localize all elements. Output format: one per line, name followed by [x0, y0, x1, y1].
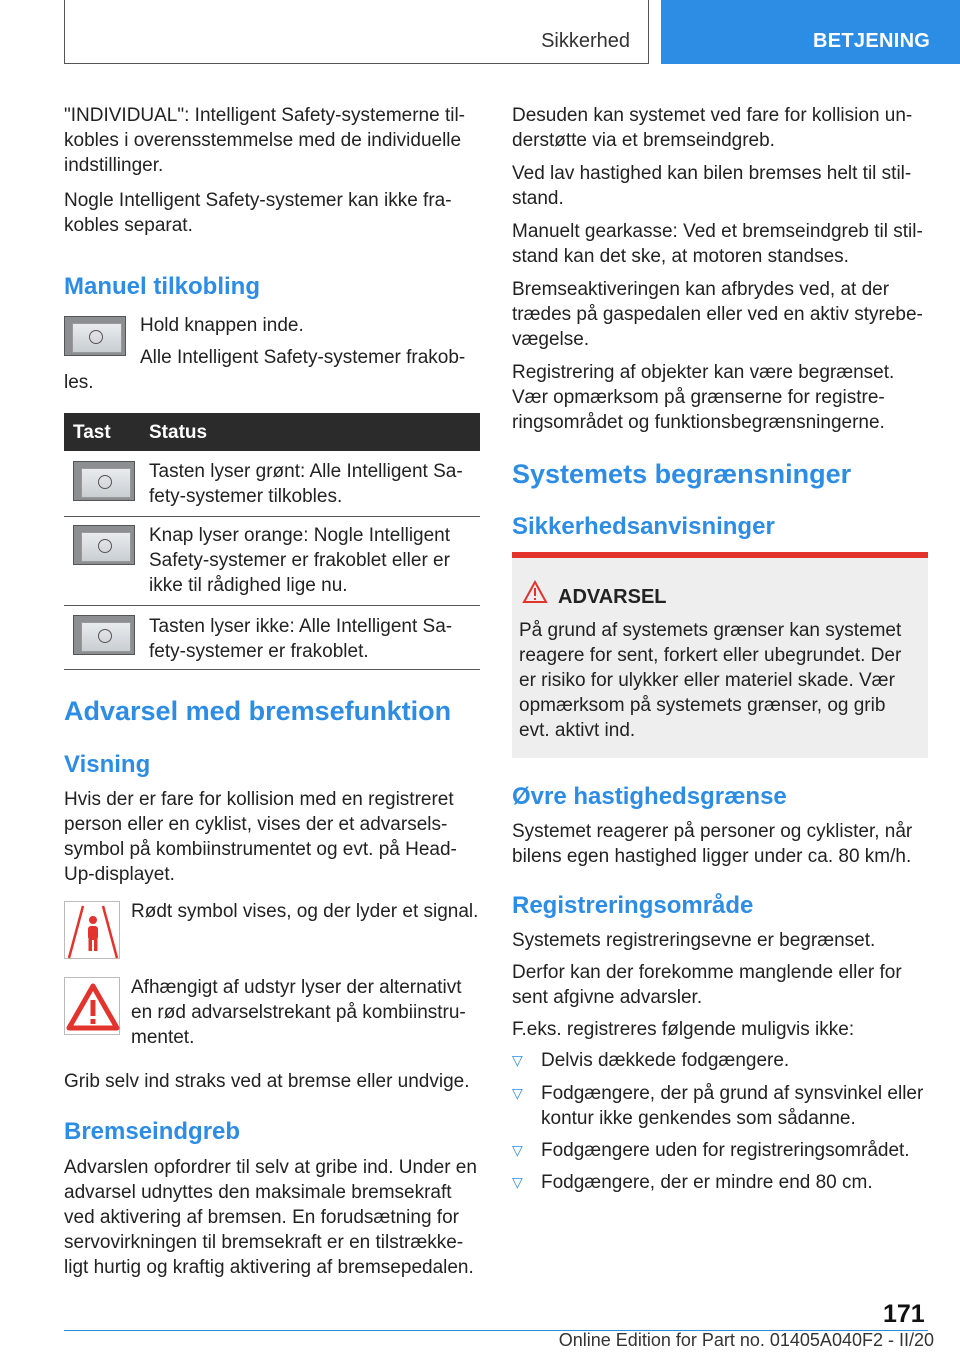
display-heading: Visning [64, 751, 151, 778]
manual-line-2b: les. [64, 372, 94, 393]
text-line: er risiko for ulykker eller materiel skade. Vær [519, 670, 895, 691]
text-line: På grund af systemets grænser kan systemet [519, 620, 902, 641]
detection-text-3: F.eks. registreres følgende muligvis ikke: [512, 1019, 855, 1040]
text-line: vægelse. [512, 329, 590, 350]
text-line: Afhængigt af udstyr lyser der alternativt [131, 977, 462, 998]
table-row [149, 459, 463, 509]
text-line: Vær opmærksom på grænserne for registre- [512, 387, 885, 408]
text-line: kobles i overensstemmelse med de individuelle [64, 130, 462, 151]
right-paragraph-4 [512, 277, 923, 352]
speed-limit-paragraph [512, 819, 912, 869]
text-line: opmærksom på systemets grænser, og grib [519, 695, 886, 716]
table-row [149, 614, 452, 664]
text-line: bilens egen hastighed ligger under ca. 80 km/h. [512, 846, 912, 867]
text-line: servovirkningen til bremsekraft er en tilstrække- [64, 1232, 464, 1253]
text-line: Desuden kan systemet ved fare for kollision un- [512, 105, 913, 126]
text-line: Nogle Intelligent Safety-systemer kan ikke fra- [64, 190, 452, 211]
text-line: Hvis der er fare for kollision med en registreret [64, 789, 454, 810]
safety-notes-heading: Sikkerhedsanvisninger [512, 513, 775, 540]
text-line: Systemet reagerer på personer og cyklister, når [512, 821, 913, 842]
text-line: indstillinger. [64, 155, 164, 176]
text-line: trædes på gaspedalen eller ved en aktiv styrebe- [512, 304, 923, 325]
table-divider [64, 605, 480, 606]
brake-warning-heading: Advarsel med bremsefunktion [64, 696, 452, 726]
manual-line-1: Hold knappen inde. [140, 315, 304, 336]
text-line: Up-displayet. [64, 864, 175, 885]
text-line: kobles separat. [64, 215, 193, 236]
system-limits-heading: Systemets begrænsninger [512, 459, 852, 489]
text-line: en rød advarselstrekant på kombiinstru- [131, 1002, 466, 1023]
button-off-icon [73, 615, 135, 655]
text-line: mentet. [131, 1027, 195, 1048]
safety-button-icon [64, 316, 126, 356]
text-line: Registrering af objekter kan være begrænset. [512, 362, 895, 383]
bullet-triangle-icon: ▽ [512, 1085, 523, 1101]
table-row [149, 523, 450, 598]
detection-range-heading: Registreringsområde [512, 892, 754, 919]
text-line: ikke til rådighed lige nu. [149, 575, 348, 596]
intro-paragraph [64, 103, 465, 178]
manual-activation-heading: Manuel tilkobling [64, 273, 260, 300]
alternative-text [131, 975, 466, 1050]
bullet-triangle-icon: ▽ [512, 1142, 523, 1158]
text-line: symbol på kombiinstrumentet og evt. på Head- [64, 839, 457, 860]
text-line: Safety-systemer er frakoblet eller er [149, 550, 450, 571]
right-paragraph-1 [512, 103, 912, 153]
warning-triangle-icon [522, 580, 548, 604]
page-number: 171 [883, 1300, 925, 1328]
text-line: person eller en cyklist, vises der et advarsels- [64, 814, 448, 835]
text-line: ringsområdet og funktionsbegrænsningerne. [512, 412, 885, 433]
warning-title: ADVARSEL [558, 586, 667, 608]
button-green-icon [73, 461, 135, 501]
text-line: ved aktivering af bremsen. En forudsætning for [64, 1207, 459, 1228]
text-line: fety-systemer er frakoblet. [149, 641, 369, 662]
brake-intervention-paragraph [64, 1155, 477, 1280]
table-col-status: Status [149, 422, 208, 443]
text-line: Bremseaktiveringen kan afbrydes ved, at der [512, 279, 890, 300]
note-paragraph [64, 188, 452, 238]
text-line: Knap lyser orange: Nogle Intelligent [149, 525, 451, 546]
bullet-triangle-icon: ▽ [512, 1052, 523, 1068]
text-line: reagere for sent, forkert eller ubegrundet. Der [519, 645, 902, 666]
right-paragraph-2 [512, 161, 911, 211]
right-paragraph-3 [512, 219, 923, 269]
pedestrian-warning-icon [64, 901, 120, 959]
text-line: Fodgængere, der på grund af synsvinkel eller [541, 1083, 924, 1104]
text-line: sent afgivne advarsler. [512, 987, 703, 1008]
text-line: evt. aktivt ind. [519, 720, 636, 741]
text-line: Derfor kan der forekomme manglende eller for [512, 962, 902, 983]
header-chapter-label: BETJENING [813, 30, 931, 52]
display-paragraph [64, 787, 457, 887]
detection-text-1: Systemets registreringsevne er begrænset. [512, 930, 876, 951]
manual-line-2a: Alle Intelligent Safety-systemer frakob- [140, 347, 466, 368]
button-orange-icon [73, 525, 135, 565]
bullet-triangle-icon: ▽ [512, 1174, 523, 1190]
header-section-title: Sikkerhed [541, 30, 630, 52]
text-line: Manuelt gearkasse: Ved et bremseindgreb til stil- [512, 221, 923, 242]
text-line: derstøtte via et bremseindgreb. [512, 130, 775, 151]
speed-limit-heading: Øvre hastighedsgrænse [512, 783, 787, 810]
grab-text: Grib selv ind straks ved at bremse eller undvige. [64, 1071, 470, 1092]
table-col-key: Tast [73, 422, 111, 443]
text-line: "INDIVIDUAL": Intelligent Safety-systemerne til- [64, 105, 466, 126]
table-header [64, 413, 480, 451]
text-line: advarsel udnyttes den maksimale bremsekraft [64, 1182, 452, 1203]
header-section-box [64, 0, 649, 64]
detection-text-2 [512, 960, 902, 1010]
warning-text [519, 618, 901, 743]
text-line: kontur ikke genkendes som sådanne. [541, 1108, 856, 1129]
text-line: Advarslen opfordrer til selv at gribe ind. Under en [64, 1157, 477, 1178]
text-line: Fodgængere, der er mindre end 80 cm. [541, 1172, 873, 1193]
warning-triangle-icon [64, 977, 120, 1035]
text-line: Fodgængere uden for registreringsområdet. [541, 1140, 910, 1161]
table-divider [64, 516, 480, 517]
text-line: Tasten lyser grønt: Alle Intelligent Sa- [149, 461, 463, 482]
text-line: stand. [512, 188, 564, 209]
red-symbol-text: Rødt symbol vises, og der lyder et signal. [131, 901, 479, 922]
table-divider [64, 669, 480, 670]
text-line: ligt hurtig og kraftig aktivering af bremsepedalen. [64, 1257, 474, 1278]
text-line: fety-systemer tilkobles. [149, 486, 343, 507]
text-line: Delvis dækkede fodgængere. [541, 1050, 790, 1071]
footer-edition-text: Online Edition for Part no. 01405A040F2 - II/20 [558, 1330, 934, 1350]
warning-box [512, 552, 928, 758]
text-line: Tasten lyser ikke: Alle Intelligent Sa- [149, 616, 453, 637]
brake-intervention-heading: Bremseindgreb [64, 1118, 241, 1145]
text-line: stand kan det ske, at motoren standses. [512, 246, 849, 267]
text-line: Ved lav hastighed kan bilen bremses helt til stil- [512, 163, 912, 184]
header-chapter-tab [661, 0, 960, 64]
right-paragraph-5 [512, 360, 894, 435]
